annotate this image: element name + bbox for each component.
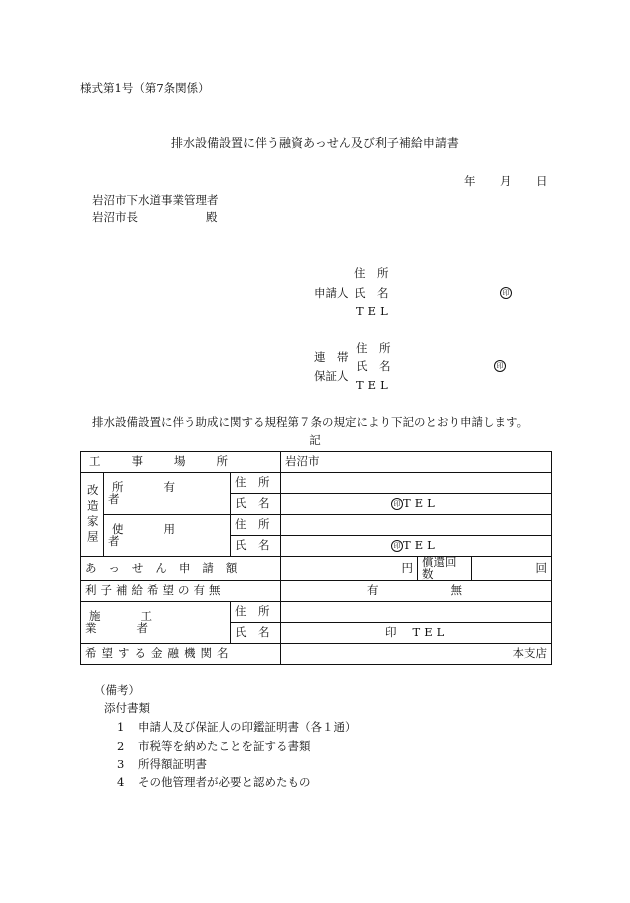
bank-label: 希望する金融機関名 (85, 646, 234, 661)
note-num-2: 2 (117, 739, 125, 753)
contractor-label: 施工業者 (85, 609, 192, 635)
addressee-honorific: 殿 (206, 210, 218, 224)
contractor-address-label: 住 所 (231, 602, 281, 623)
guarantor-address-label: 住 所 (356, 341, 391, 355)
amount-value[interactable]: 円 (281, 557, 418, 581)
subsidy-yes[interactable]: 有 (367, 583, 379, 598)
note-text-4: その他管理者が必要と認めたもの (138, 775, 311, 789)
guarantor-seal-icon: 印 (494, 360, 506, 372)
note-num-3: 3 (117, 757, 125, 771)
addressee-line2: 岩沼市長 (92, 210, 138, 224)
date-day: 日 (536, 174, 548, 188)
date-month: 月 (500, 174, 512, 188)
notes-header: （備考） (94, 683, 140, 697)
owner-name-label: 氏 名 (231, 494, 281, 515)
ki-label: 記 (309, 433, 321, 447)
guarantor-label-1: 連 帯 (314, 350, 349, 364)
amount-label-cell (81, 557, 281, 581)
work-place-label: 工事場所 (89, 454, 259, 469)
user-label-cell (104, 515, 231, 557)
owner-address-label: 住 所 (231, 473, 281, 494)
bank-value[interactable]: 本支店 (281, 644, 552, 665)
owner-label: 所有者 (108, 480, 215, 506)
form-number: 様式第1号（第7条関係） (80, 81, 210, 95)
owner-seal-icon: 印 (391, 498, 403, 510)
applicant-address-label: 住 所 (354, 266, 389, 280)
user-label: 使用者 (108, 522, 215, 548)
contractor-label-cell (81, 602, 231, 644)
note-num-1: 1 (117, 720, 125, 734)
work-place-label-cell (81, 452, 281, 473)
user-name-label: 氏 名 (231, 536, 281, 557)
note-num-4: 4 (117, 775, 125, 789)
user-address-value[interactable] (281, 515, 552, 536)
notes-sub: 添付書類 (104, 701, 150, 715)
addressee-line1: 岩沼市下水道事業管理者 (92, 193, 219, 207)
guarantor-label-2: 保証人 (314, 369, 349, 383)
date-year: 年 (464, 174, 476, 188)
applicant-seal-icon: 印 (500, 287, 512, 299)
note-text-2: 市税等を納めたことを証する書類 (138, 739, 311, 753)
owner-address-value[interactable] (281, 473, 552, 494)
house-label-cell (81, 473, 104, 557)
user-tel-label: TEL (403, 538, 439, 552)
repay-label: 償還回数 (418, 557, 472, 581)
subsidy-options (281, 581, 552, 602)
house-label: 改造家屋 (85, 483, 100, 546)
bank-label-cell (81, 644, 281, 665)
subsidy-label-cell (81, 581, 281, 602)
user-name-value[interactable] (281, 536, 552, 557)
applicant-label: 申請人 (314, 286, 349, 300)
contractor-address-value[interactable] (281, 602, 552, 623)
contractor-tel-label: TEL (412, 625, 449, 640)
statement: 排水設備設置に伴う助成に関する規程第７条の規定により下記のとおり申請します。 (92, 415, 529, 429)
amount-label: あっせん申請額 (85, 560, 250, 575)
document-title: 排水設備設置に伴う融資あっせん及び利子補給申請書 (171, 136, 459, 150)
contractor-name-value[interactable] (281, 623, 552, 644)
applicant-tel-label: TEL (356, 304, 392, 318)
guarantor-tel-label: TEL (356, 378, 392, 392)
application-table (80, 451, 552, 665)
applicant-name-label: 氏 名 (354, 286, 389, 300)
user-address-label: 住 所 (231, 515, 281, 536)
contractor-name-label: 氏 名 (231, 623, 281, 644)
owner-label-cell (104, 473, 231, 515)
note-text-3: 所得額証明書 (138, 757, 207, 771)
contractor-seal-text: 印 (385, 625, 397, 640)
owner-tel-label: TEL (403, 496, 439, 510)
subsidy-label: 利子補給希望の有無 (85, 583, 225, 598)
subsidy-no[interactable]: 無 (450, 583, 463, 598)
note-text-1: 申請人及び保証人の印鑑証明書（各１通） (138, 720, 357, 734)
repay-value[interactable]: 回 (472, 557, 552, 581)
user-seal-icon: 印 (391, 540, 403, 552)
work-place-value[interactable]: 岩沼市 (281, 452, 552, 473)
owner-name-value[interactable] (281, 494, 552, 515)
guarantor-name-label: 氏 名 (356, 359, 391, 373)
